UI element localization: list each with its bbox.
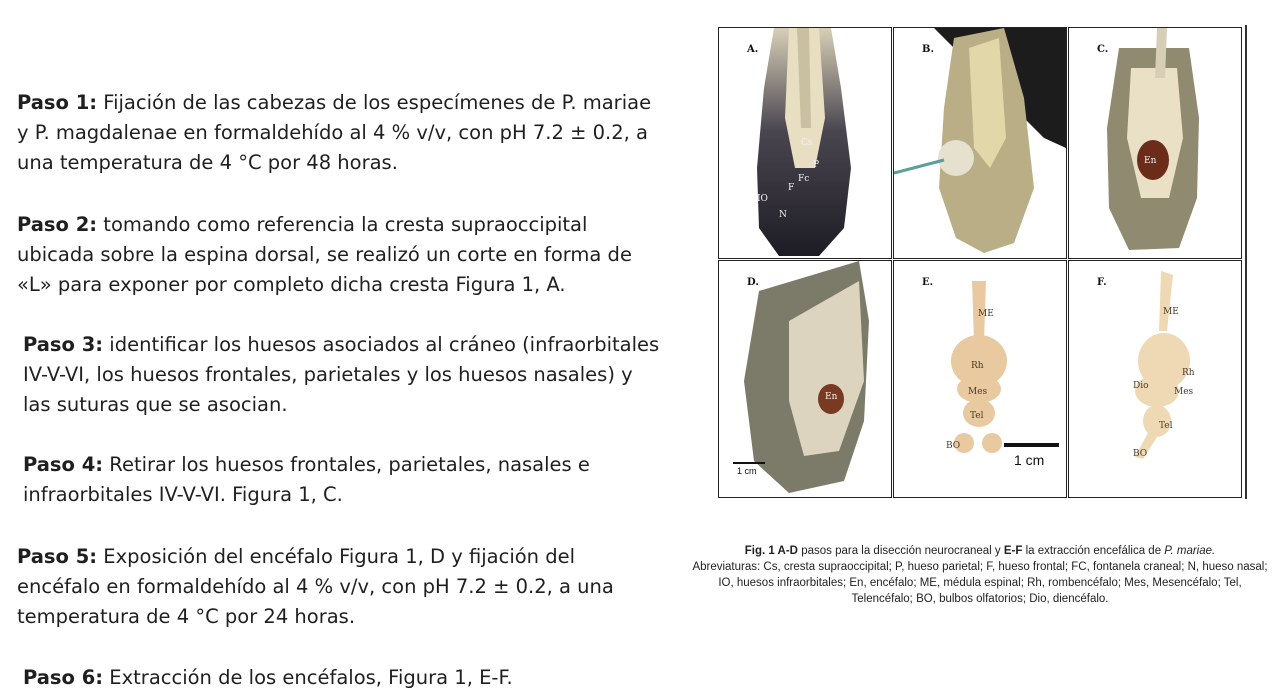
step-2 — [17, 210, 657, 300]
step-3 — [17, 330, 663, 420]
caption-part-2: la extracción encefálica de — [1022, 545, 1165, 557]
scale-small-label: 1 cm — [737, 466, 757, 476]
label-d-en: En — [825, 392, 838, 402]
caption-part-1: pasos para la disección neurocraneal y — [798, 545, 1004, 557]
step-4-text: Retirar los huesos frontales, parietales, nasales e infraorbitales IV-V-VI. Figura 1, C. — [23, 453, 590, 506]
step-3-label: Paso 3: — [23, 333, 104, 356]
label-f-mes: Mes — [1174, 387, 1194, 397]
panel-e — [893, 260, 1067, 498]
step-5-text: Exposición del encéfalo Figura 1, D y fijación del encéfalo en formaldehído al 4 % v/v, con pH 7.2 ± 0.2, a una temperatura de 4 °C por 24 horas. — [17, 545, 614, 628]
step-6-label: Paso 6: — [23, 666, 104, 689]
label-e-me: ME — [978, 309, 994, 319]
label-c-en: En — [1144, 156, 1157, 166]
panel-b-label: B. — [922, 44, 934, 55]
step-2-label: Paso 2: — [17, 213, 98, 236]
panel-d-label: D. — [747, 277, 759, 288]
label-e-bo: BO — [946, 441, 961, 451]
label-p: P — [813, 160, 820, 170]
label-e-mes: Mes — [968, 387, 988, 397]
step-6-text: Extracción de los encéfalos, Figura 1, E-F. — [103, 666, 513, 689]
label-fc: Fc — [798, 174, 810, 184]
label-e-tel: Tel — [970, 411, 984, 421]
panel-e-label: E. — [922, 277, 934, 288]
scale-bar-small — [733, 462, 765, 464]
label-f-me: ME — [1163, 307, 1179, 317]
scale-large-label: 1 cm — [1014, 452, 1045, 468]
caption-ef-ref: E-F — [1003, 545, 1023, 557]
step-1 — [17, 88, 657, 178]
step-2-text: tomando como referencia la cresta supraoccipital ubicada sobre la espina dorsal, se realizó un corte en forma de «L» para exponer por completo dicha cresta Figura 1, A. — [17, 213, 632, 296]
label-n: N — [779, 210, 787, 220]
caption-fig-ref: Fig. 1 A-D — [744, 545, 798, 557]
label-f-tel: Tel — [1159, 421, 1173, 431]
step-4-label: Paso 4: — [23, 453, 104, 476]
panel-a-label: A. — [747, 44, 759, 55]
step-1-label: Paso 1: — [17, 91, 98, 114]
panel-f-photo — [1069, 261, 1241, 497]
panel-f-label: F. — [1097, 277, 1107, 288]
panel-c-photo — [1069, 28, 1241, 258]
label-f-dio: Dio — [1133, 381, 1149, 391]
caption-species: P. mariae. — [1164, 545, 1216, 557]
label-f: F — [788, 183, 795, 193]
figure-caption — [690, 543, 1270, 607]
step-3-text: identificar los huesos asociados al cráneo (infraorbitales IV-V-VI, los huesos frontales, parietales y los huesos nasales) y las suturas que se asocian. — [23, 333, 660, 416]
scale-bar-large — [1004, 443, 1059, 447]
step-5 — [17, 542, 657, 632]
label-e-rh: Rh — [971, 361, 984, 371]
label-f-rh: Rh — [1182, 368, 1195, 378]
panel-d — [718, 260, 892, 498]
label-cs: Cs — [801, 138, 813, 148]
step-4 — [17, 450, 663, 510]
panel-c — [1068, 27, 1242, 259]
label-io: IO — [757, 194, 768, 204]
step-5-label: Paso 5: — [17, 545, 98, 568]
panel-c-label: C. — [1097, 44, 1109, 55]
step-1-text: Fijación de las cabezas de los especímenes de P. mariae y P. magdalenae en formaldehído al 4 % v/v, con pH 7.2 ± 0.2, a una temperatura de 4 °C por 48 horas. — [17, 91, 652, 174]
panel-f — [1068, 260, 1242, 498]
label-f-bo: BO — [1133, 449, 1148, 459]
panel-a — [718, 27, 892, 259]
panel-b-photo — [894, 28, 1066, 258]
caption-abbreviations: Abreviaturas: Cs, cresta supraoccipital; P, hueso parietal; F, hueso frontal; FC, fontanela craneal; N, hueso nasal; IO, huesos infraorbitales; En, encéfalo; ME, médula espinal; Rh, rombencéfalo; Mes, Mesencéfalo; Tel, Telencéfalo; BO, bulbos olfatorios; Dio, diencéfalo. — [692, 561, 1268, 605]
panel-b — [893, 27, 1067, 259]
figure-1 — [718, 25, 1247, 499]
step-6 — [17, 663, 663, 693]
